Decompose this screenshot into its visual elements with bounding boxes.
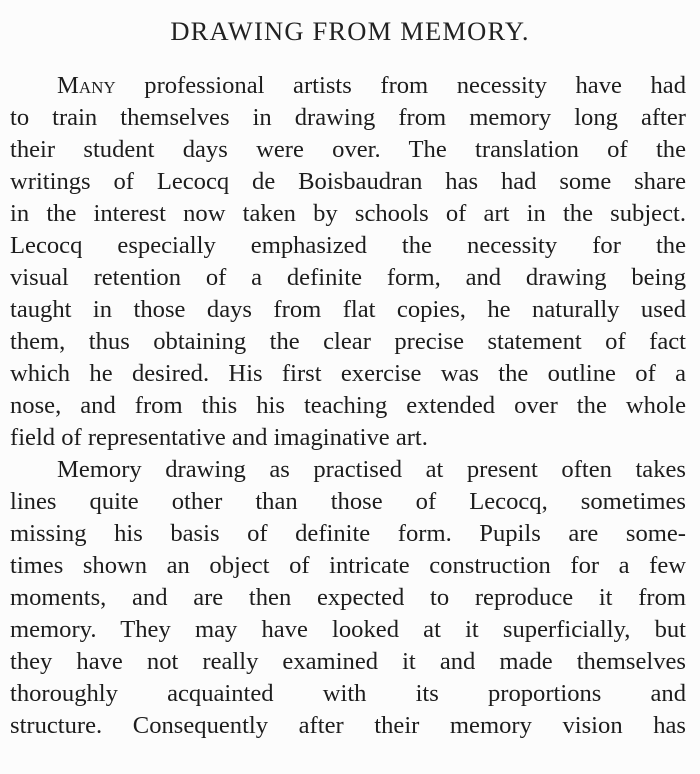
paragraph-1-line-4: writings of Lecocq de Boisbaudran has had some share <box>10 168 686 195</box>
paragraph-1-line-12: field of representative and imaginative art. <box>10 424 428 451</box>
paragraph-1-line-9: them, thus obtaining the clear precise statement of fact <box>10 328 686 355</box>
paragraph-2-line-5: moments, and are then expected to reproduce it from <box>10 584 686 611</box>
paragraph-2-line-2: lines quite other than those of Lecocq, sometimes <box>10 488 686 515</box>
paragraph-1-line-6: Lecocq especially emphasized the necessity for the <box>10 232 686 259</box>
paragraph-1-line-2: to train themselves in drawing from memory long after <box>10 104 686 131</box>
paragraph-2-line-3: missing his basis of definite form. Pupils are some- <box>10 520 686 547</box>
paragraph-2-line-9: structure. Consequently after their memory vision has <box>10 712 686 739</box>
paragraph-1-line-8: taught in those days from flat copies, he naturally used <box>10 296 686 323</box>
paragraph-2-line-6: memory. They may have looked at it superficially, but <box>10 616 686 643</box>
lead-word: Many <box>57 72 116 99</box>
paragraph-1-line-7: visual retention of a definite form, and drawing being <box>10 264 686 291</box>
paragraph-1-line-5: in the interest now taken by schools of art in the subject. <box>10 200 686 227</box>
paragraph-1-line-3: their student days were over. The translation of the <box>10 136 686 163</box>
line-text: professional artists from necessity have had <box>115 72 686 99</box>
paragraph-2-line-4: times shown an object of intricate construction for a few <box>10 552 686 579</box>
paragraph-1-line-1 <box>57 70 686 102</box>
paragraph-2-line-8: thoroughly acquainted with its proportions and <box>10 680 686 707</box>
paragraph-1-line-11: nose, and from this his teaching extended over the whole <box>10 392 686 419</box>
paragraph-2-line-1: Memory drawing as practised at present often takes <box>57 456 686 483</box>
paragraph-2-line-7: they have not really examined it and made themselves <box>10 648 686 675</box>
paragraph-1-line-10: which he desired. His first exercise was the outline of a <box>10 360 686 387</box>
chapter-title: DRAWING FROM MEMORY. <box>170 16 530 46</box>
